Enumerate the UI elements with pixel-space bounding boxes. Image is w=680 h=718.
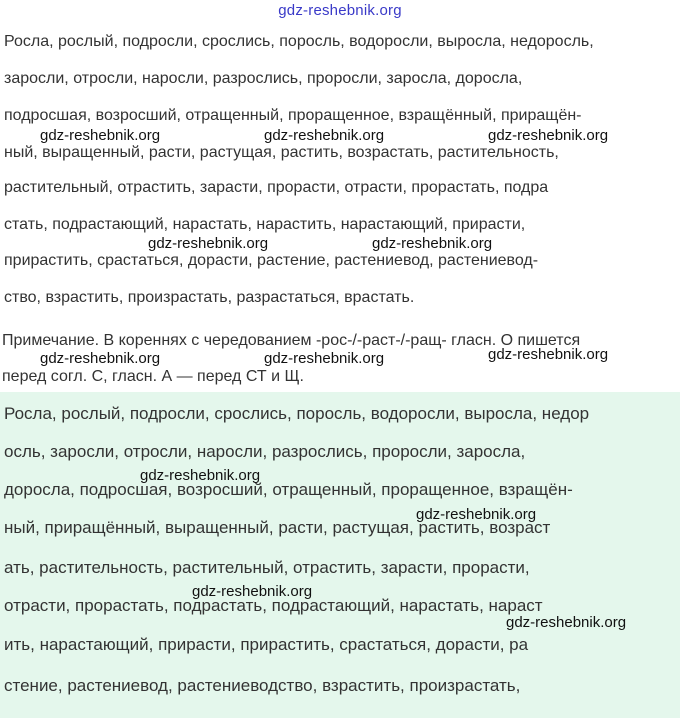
text-line: растительный, отрастить, зарасти, прорасти, отрасти, прорастать, подра — [4, 179, 549, 196]
watermark: gdz-reshebnik.org — [488, 346, 609, 363]
text-line: заросли, отросли, наросли, разрослись, проросли, заросла, доросла, — [4, 70, 523, 87]
text-line: Росла, рослый, подросли, срослись, поросль, водоросли, выросла, недоросль, — [4, 33, 594, 50]
watermark: gdz-reshebnik.org — [264, 350, 385, 367]
text-line: Росла, рослый, подросли, срослись, поросль, водоросли, выросла, недор — [4, 404, 590, 423]
text-line: стение, растениевод, растениеводство, взрастить, произрастать, — [4, 676, 521, 695]
answer-block-1 — [0, 22, 680, 318]
watermark: gdz-reshebnik.org — [40, 127, 161, 144]
note-block — [0, 320, 680, 392]
text-line: ство, взрастить, произрастать, разрастаться, врастать. — [4, 289, 415, 306]
watermark: gdz-reshebnik.org — [148, 235, 269, 252]
site-watermark-top: gdz-reshebnik.org — [278, 2, 402, 19]
watermark: gdz-reshebnik.org — [40, 350, 161, 367]
text-line: доросла, подросшая, возросший, отращенный, проращенное, взращён- — [4, 480, 573, 499]
text-line: стать, подрастающий, нарастать, нарастить, нарастающий, прирасти, — [4, 216, 526, 233]
text-line: подросшая, возросший, отращенный, проращенное, взращённый, приращён- — [4, 107, 582, 124]
note-line: Примечание. В кореннях с чередованием -рос-/-раст-/-ращ- гласн. О пишется — [2, 332, 581, 349]
text-line: отрасти, прорастать, подрастать, подрастающий, нарастать, нараст — [4, 596, 543, 615]
watermark: gdz-reshebnik.org — [140, 467, 261, 484]
text-line: прирастить, срастаться, дорасти, растение, растениевод, растениевод- — [4, 252, 539, 269]
answer-block-2 — [0, 392, 680, 718]
watermark: gdz-reshebnik.org — [264, 127, 385, 144]
text-line: ить, нарастающий, прирасти, прирастить, срастаться, дорасти, ра — [4, 635, 529, 654]
text-line: ный, приращённый, выращенный, расти, растущая, растить, возраст — [4, 518, 551, 537]
watermark: gdz-reshebnik.org — [488, 127, 609, 144]
watermark: gdz-reshebnik.org — [506, 614, 627, 631]
text-line: ный, выращенный, расти, растущая, растить, возрастать, растительность, — [4, 144, 559, 161]
watermark: gdz-reshebnik.org — [416, 506, 537, 523]
watermark: gdz-reshebnik.org — [372, 235, 493, 252]
text-line: ать, растительность, растительный, отрастить, зарасти, прорасти, — [4, 558, 530, 577]
watermark: gdz-reshebnik.org — [192, 583, 313, 600]
note-line: перед согл. С, гласн. А — перед СТ и Щ. — [2, 368, 304, 385]
text-line: осль, заросли, отросли, наросли, разрослись, проросли, заросла, — [4, 442, 526, 461]
